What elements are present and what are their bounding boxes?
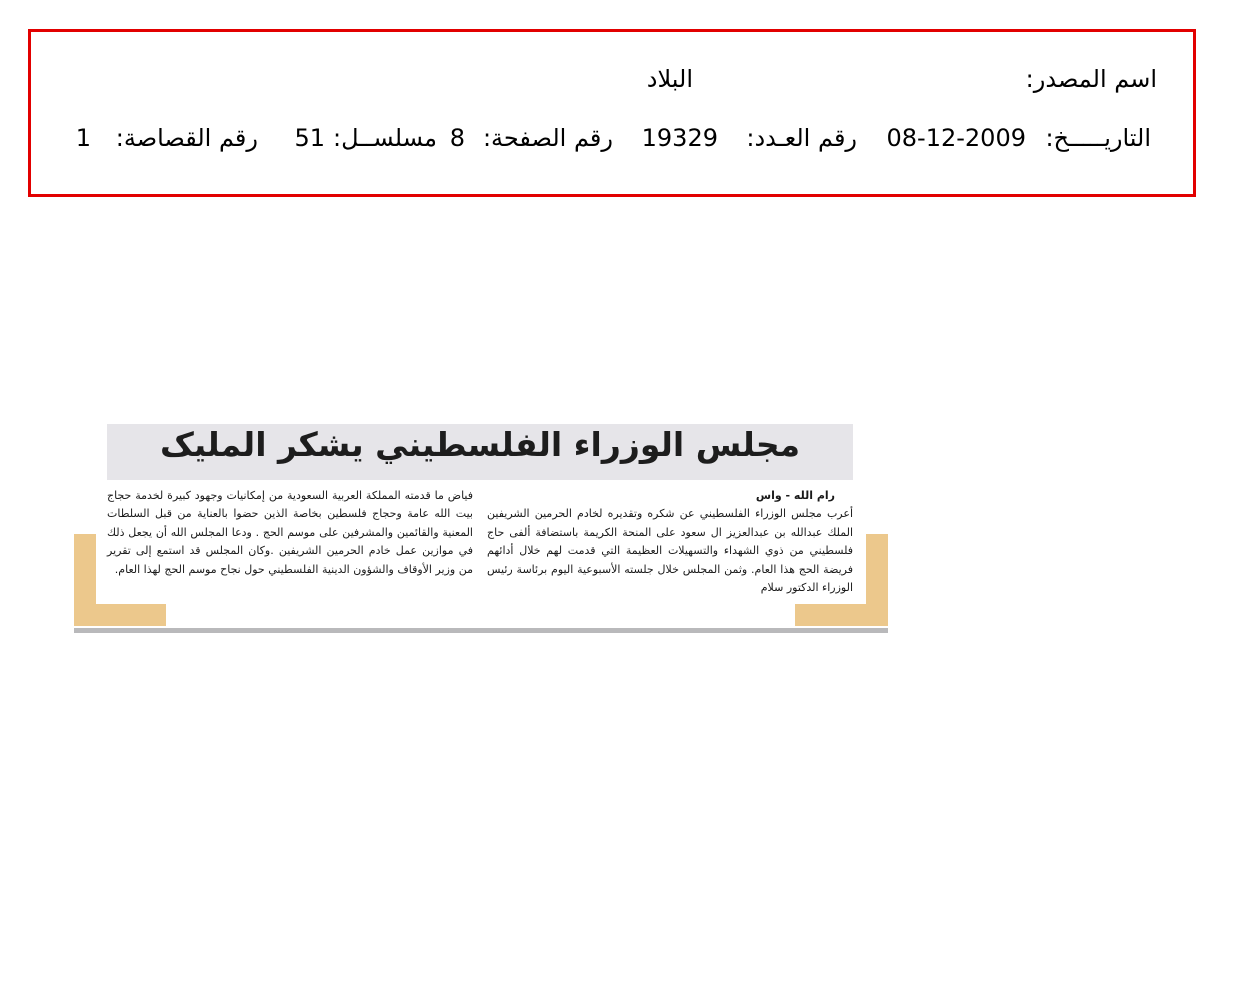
clip-label: رقم القصاصة: — [115, 124, 258, 152]
date-value: 08-12-2009 — [886, 124, 1026, 152]
source-value: البلاد — [646, 65, 693, 93]
clip-value: 1 — [75, 124, 91, 152]
serial-value: 51 — [294, 124, 325, 152]
article-body-left: فياض ما قدمته المملكة العربية السعودية من إمكانيات وجهود كبيرة لخدمة حجاج بيت الله عامة وحجاج فلسطين بخاصة الذين حضوا بالعناية من قبل السلطات المعنية والقائمين والمشرفين على موسم الحج . ودعا المجلس الله أن يجعل ذلك في موازين عمل خادم الحرمين الشريفين .وكان المجلس قد استمع إلى تقرير من وزير الأوقاف والشؤون الدينية الفلسطيني حول نجاح موسم الحج لهذا العام. — [107, 489, 473, 576]
issue-label: رقم العـدد: — [746, 124, 857, 152]
page-label: رقم الصفحة: — [482, 124, 613, 152]
newspaper-clipping — [74, 424, 888, 636]
article-column-left — [107, 487, 473, 579]
article-dateline: رام الله - واس — [755, 489, 835, 502]
date-label: التاريـــــخ: — [1045, 124, 1151, 152]
decorative-bracket — [74, 604, 166, 626]
source-label: اسم المصدر: — [1025, 65, 1157, 93]
headline-band — [107, 424, 853, 480]
article-headline: مجلس الوزراء الفلسطيني يشكر المليک — [159, 425, 801, 464]
issue-value: 19329 — [641, 124, 718, 152]
bottom-rule — [74, 628, 888, 633]
serial-label: مسلســل: — [333, 124, 437, 152]
article-body-right: أعرب مجلس الوزراء الفلسطيني عن شكره وتقديره لخادم الحرمين الشريفين الملك عبدالله بن عبدالعزيز ال سعود على المنحة الكريمة باستضافة ألفى حاج فلسطيني من ذوي الشهداء والتسهيلات العظيمة التي قدمت لهم خلال أدائهم فريضة الحج هذا العام. وثمن المجلس خلال جلسته الأسبوعية اليوم برئاسة رئيس الوزراء الدكتور سلام — [487, 507, 853, 595]
article-column-right — [487, 487, 853, 597]
decorative-bracket — [795, 604, 888, 626]
source-metadata-box — [28, 29, 1196, 197]
page-value: 8 — [449, 124, 465, 152]
